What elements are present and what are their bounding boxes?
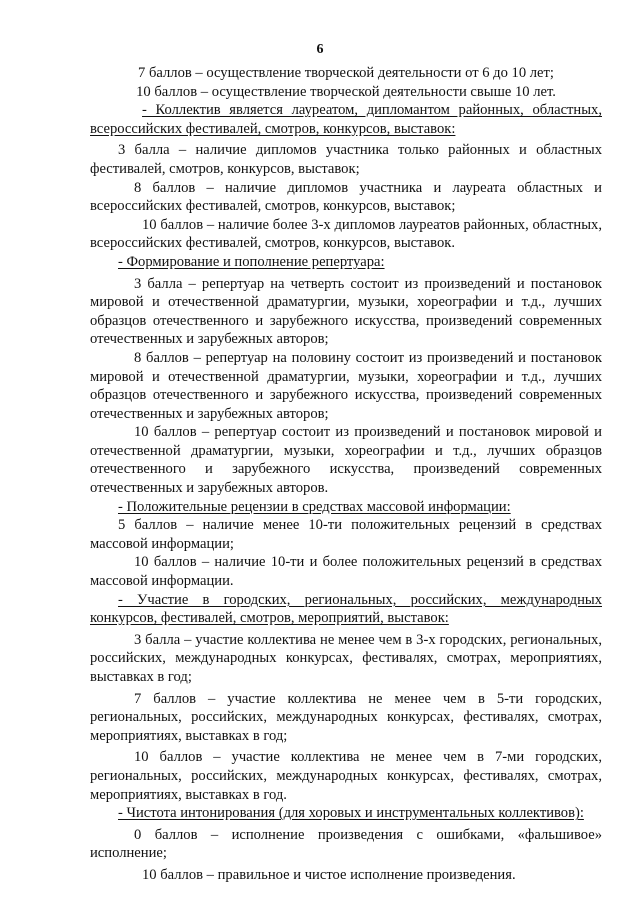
criterion-item: 3 балла – наличие дипломов участника только районных и областных фестивалей, смотров, конкурсов, выставок; (90, 142, 602, 177)
criterion-item: 8 баллов – репертуар на половину состоит из произведений и постановок мировой и отечественной драматургии, музыки, хореографии и т.д., лучших образцов отечественного и зарубежного искусства, произведений современных отечественных и зарубежных авторов; (90, 349, 602, 422)
criterion-item: 3 балла – участие коллектива не менее чем в 3-х городских, региональных, российских, международных конкурсах, фестивалях, смотрах, мероприятиях, выставках в год; (90, 631, 602, 685)
section-heading: - Формирование и пополнение репертуара: (118, 253, 385, 270)
section-heading: - Положительные рецензии в средствах массовой информации: (118, 498, 511, 515)
criterion-item: 10 баллов – наличие более 3-х дипломов лауреатов районных, областных, всероссийских фестивалей, смотров, конкурсов, выставок. (90, 216, 602, 252)
criterion-item: 8 баллов – наличие дипломов участника и лауреата областных и всероссийских фестивалей, смотров, конкурсов, выставок; (90, 179, 602, 215)
page-number: 6 (316, 42, 324, 57)
document-body (90, 64, 602, 885)
section-heading: - Участие в городских, региональных, российских, международных конкурсов, фестивалей, смотров, мероприятий, выставок: (90, 591, 602, 627)
section-heading: - Коллектив является лауреатом, дипломантом районных, областных, всероссийских фестивалей, смотров, конкурсов, выставок: (90, 102, 602, 137)
criterion-item: 10 баллов – наличие 10-ти и более положительных рецензий в средствах массовой информации. (90, 554, 602, 590)
criterion-item: 5 баллов – наличие менее 10-ти положительных рецензий в средствах массовой информации; (90, 517, 602, 552)
paragraph-line: 7 баллов – осуществление творческой деятельности от 6 до 10 лет; (138, 65, 554, 81)
criterion-item: 3 балла – репертуар на четверть состоит из произведений и постановок мировой и отечественной драматургии, музыки, хореографии и т.д., лучших образцов отечественного и зарубежного искусства, произведений современных отечественных и зарубежных авторов; (90, 275, 602, 348)
criterion-item: 0 баллов – исполнение произведения с ошибками, «фальшивое» исполнение; (90, 826, 602, 862)
criterion-item: 10 баллов – репертуар состоит из произведений и постановок мировой и отечественной драматургии, музыки, хореографии и т.д., лучших образцов отечественного и зарубежного искусства, произведений современных отечественных и зарубежных авторов. (90, 424, 602, 497)
criterion-item: 10 баллов – участие коллектива не менее чем в 7-ми городских, региональных, российских, международных конкурсах, фестивалях, смотрах, мероприятиях, выставках в год. (90, 749, 602, 803)
paragraph-line: 10 баллов – осуществление творческой деятельности свыше 10 лет. (136, 83, 556, 100)
section-heading: - Чистота интонирования (для хоровых и инструментальных коллективов): (118, 805, 584, 822)
criterion-item: 7 баллов – участие коллектива не менее чем в 5-ти городских, региональных, российских, международных конкурсах, фестивалях, смотрах, мероприятиях, выставках в год; (90, 690, 602, 744)
criterion-item: 10 баллов – правильное и чистое исполнение произведения. (142, 866, 516, 883)
